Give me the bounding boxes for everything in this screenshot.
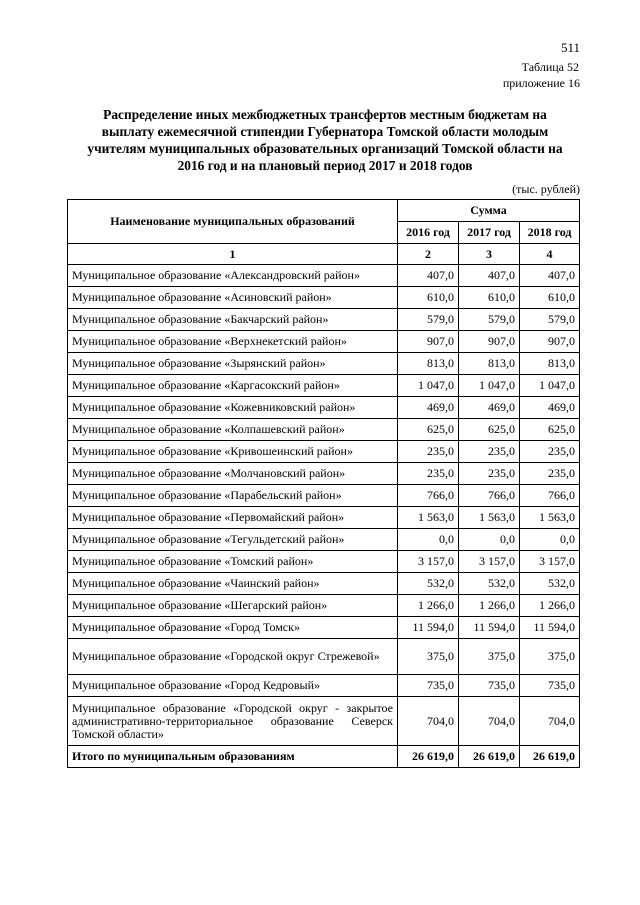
amount-2018: 375,0 — [520, 639, 580, 675]
amount-2018: 766,0 — [520, 485, 580, 507]
column-number: 3 — [459, 244, 520, 265]
total-row — [68, 746, 580, 768]
total-amount-2018: 26 619,0 — [520, 746, 580, 768]
table-row — [68, 287, 580, 309]
amount-2017: 407,0 — [459, 265, 520, 287]
amount-2017: 3 157,0 — [459, 551, 520, 573]
table-row — [68, 485, 580, 507]
amount-2017: 375,0 — [459, 639, 520, 675]
amount-2017: 610,0 — [459, 287, 520, 309]
municipality-name: Муниципальное образование «Город Кедровый» — [68, 675, 398, 697]
amount-2016: 3 157,0 — [398, 551, 459, 573]
table-number: Таблица 52 — [521, 60, 579, 74]
amount-2018: 579,0 — [520, 309, 580, 331]
header-sum: Сумма — [398, 200, 580, 222]
amount-2018: 813,0 — [520, 353, 580, 375]
amount-2018: 3 157,0 — [520, 551, 580, 573]
appendix-label: приложение 16 — [502, 76, 580, 90]
amount-2017: 704,0 — [459, 697, 520, 746]
amount-2016: 704,0 — [398, 697, 459, 746]
municipality-name: Муниципальное образование «Парабельский район» — [68, 485, 398, 507]
municipality-name: Муниципальное образование «Зырянский район» — [68, 353, 398, 375]
amount-2016: 766,0 — [398, 485, 459, 507]
total-label: Итого по муниципальным образованиям — [68, 746, 398, 768]
amount-2017: 766,0 — [459, 485, 520, 507]
total-amount-2016: 26 619,0 — [398, 746, 459, 768]
table-row — [68, 309, 580, 331]
amount-2018: 469,0 — [520, 397, 580, 419]
municipality-name: Муниципальное образование «Кривошеинский район» — [68, 441, 398, 463]
header-year-2017: 2017 год — [459, 222, 520, 244]
table-row — [68, 551, 580, 573]
column-number: 1 — [68, 244, 398, 265]
column-number-row — [68, 244, 580, 265]
amount-2016: 735,0 — [398, 675, 459, 697]
municipality-name: Муниципальное образование «Городской округ - закрытое административно-территориальное образование Северск Томской области» — [68, 697, 398, 746]
amount-2017: 907,0 — [459, 331, 520, 353]
amount-2017: 579,0 — [459, 309, 520, 331]
amount-2016: 532,0 — [398, 573, 459, 595]
municipality-name: Муниципальное образование «Кожевниковский район» — [68, 397, 398, 419]
amount-2017: 1 266,0 — [459, 595, 520, 617]
amount-2016: 625,0 — [398, 419, 459, 441]
amount-2016: 0,0 — [398, 529, 459, 551]
municipality-name: Муниципальное образование «Верхнекетский район» — [68, 331, 398, 353]
municipality-name: Муниципальное образование «Александровский район» — [68, 265, 398, 287]
column-number: 2 — [398, 244, 459, 265]
table-row — [68, 265, 580, 287]
amount-2016: 235,0 — [398, 463, 459, 485]
municipality-name: Муниципальное образование «Томский район» — [68, 551, 398, 573]
amount-2016: 375,0 — [398, 639, 459, 675]
amount-2018: 235,0 — [520, 463, 580, 485]
table-row — [68, 353, 580, 375]
amount-2018: 532,0 — [520, 573, 580, 595]
table-row — [68, 639, 580, 675]
amount-2018: 1 563,0 — [520, 507, 580, 529]
amount-2018: 407,0 — [520, 265, 580, 287]
municipality-name: Муниципальное образование «Город Томск» — [68, 617, 398, 639]
amount-2016: 235,0 — [398, 441, 459, 463]
amount-2018: 0,0 — [520, 529, 580, 551]
amount-2018: 735,0 — [520, 675, 580, 697]
amount-2018: 1 266,0 — [520, 595, 580, 617]
total-amount-2017: 26 619,0 — [459, 746, 520, 768]
amount-2017: 1 047,0 — [459, 375, 520, 397]
amount-2017: 625,0 — [459, 419, 520, 441]
table-row — [68, 419, 580, 441]
table-row — [68, 397, 580, 419]
amount-2016: 610,0 — [398, 287, 459, 309]
amount-2016: 1 266,0 — [398, 595, 459, 617]
amount-2017: 469,0 — [459, 397, 520, 419]
table-row — [68, 573, 580, 595]
amount-2016: 1 047,0 — [398, 375, 459, 397]
page-number: 511 — [560, 40, 580, 55]
municipality-name: Муниципальное образование «Первомайский район» — [68, 507, 398, 529]
table-row — [68, 529, 580, 551]
municipality-name: Муниципальное образование «Тегульдетский район» — [68, 529, 398, 551]
table-row — [68, 595, 580, 617]
table-row — [68, 441, 580, 463]
municipality-name: Муниципальное образование «Чаинский район» — [68, 573, 398, 595]
amount-2017: 1 563,0 — [459, 507, 520, 529]
amount-2018: 907,0 — [520, 331, 580, 353]
amount-2016: 813,0 — [398, 353, 459, 375]
amount-2018: 625,0 — [520, 419, 580, 441]
budget-table — [67, 199, 580, 768]
table-row — [68, 675, 580, 697]
amount-2018: 11 594,0 — [520, 617, 580, 639]
header-year-2018: 2018 год — [520, 222, 580, 244]
municipality-name: Муниципальное образование «Каргасокский район» — [68, 375, 398, 397]
amount-2017: 11 594,0 — [459, 617, 520, 639]
municipality-name: Муниципальное образование «Колпашевский район» — [68, 419, 398, 441]
table-row — [68, 463, 580, 485]
amount-2018: 610,0 — [520, 287, 580, 309]
column-number: 4 — [520, 244, 580, 265]
amount-2016: 469,0 — [398, 397, 459, 419]
amount-2018: 1 047,0 — [520, 375, 580, 397]
document-title: Распределение иных межбюджетных трансфертов местным бюджетам на выплату ежемесячной стипендии Губернатора Томской области молодым учителям муниципальных образовательных организаций Томской области на 2016 год и на плановый период 2017 и 2018 годов — [87, 107, 563, 173]
units-label: (тыс. рублей) — [512, 182, 580, 196]
header-year-2016: 2016 год — [398, 222, 459, 244]
municipality-name: Муниципальное образование «Бакчарский район» — [68, 309, 398, 331]
amount-2017: 0,0 — [459, 529, 520, 551]
amount-2016: 11 594,0 — [398, 617, 459, 639]
table-row — [68, 697, 580, 746]
amount-2017: 532,0 — [459, 573, 520, 595]
header-name: Наименование муниципальных образований — [68, 200, 398, 244]
municipality-name: Муниципальное образование «Городской округ Стрежевой» — [68, 639, 398, 675]
municipality-name: Муниципальное образование «Асиновский район» — [68, 287, 398, 309]
amount-2016: 407,0 — [398, 265, 459, 287]
amount-2017: 235,0 — [459, 441, 520, 463]
table-row — [68, 617, 580, 639]
table-row — [68, 375, 580, 397]
amount-2017: 235,0 — [459, 463, 520, 485]
table-row — [68, 331, 580, 353]
amount-2016: 907,0 — [398, 331, 459, 353]
table-row — [68, 507, 580, 529]
amount-2016: 579,0 — [398, 309, 459, 331]
amount-2018: 704,0 — [520, 697, 580, 746]
municipality-name: Муниципальное образование «Молчановский район» — [68, 463, 398, 485]
amount-2017: 735,0 — [459, 675, 520, 697]
municipality-name: Муниципальное образование «Шегарский район» — [68, 595, 398, 617]
amount-2018: 235,0 — [520, 441, 580, 463]
amount-2016: 1 563,0 — [398, 507, 459, 529]
amount-2017: 813,0 — [459, 353, 520, 375]
